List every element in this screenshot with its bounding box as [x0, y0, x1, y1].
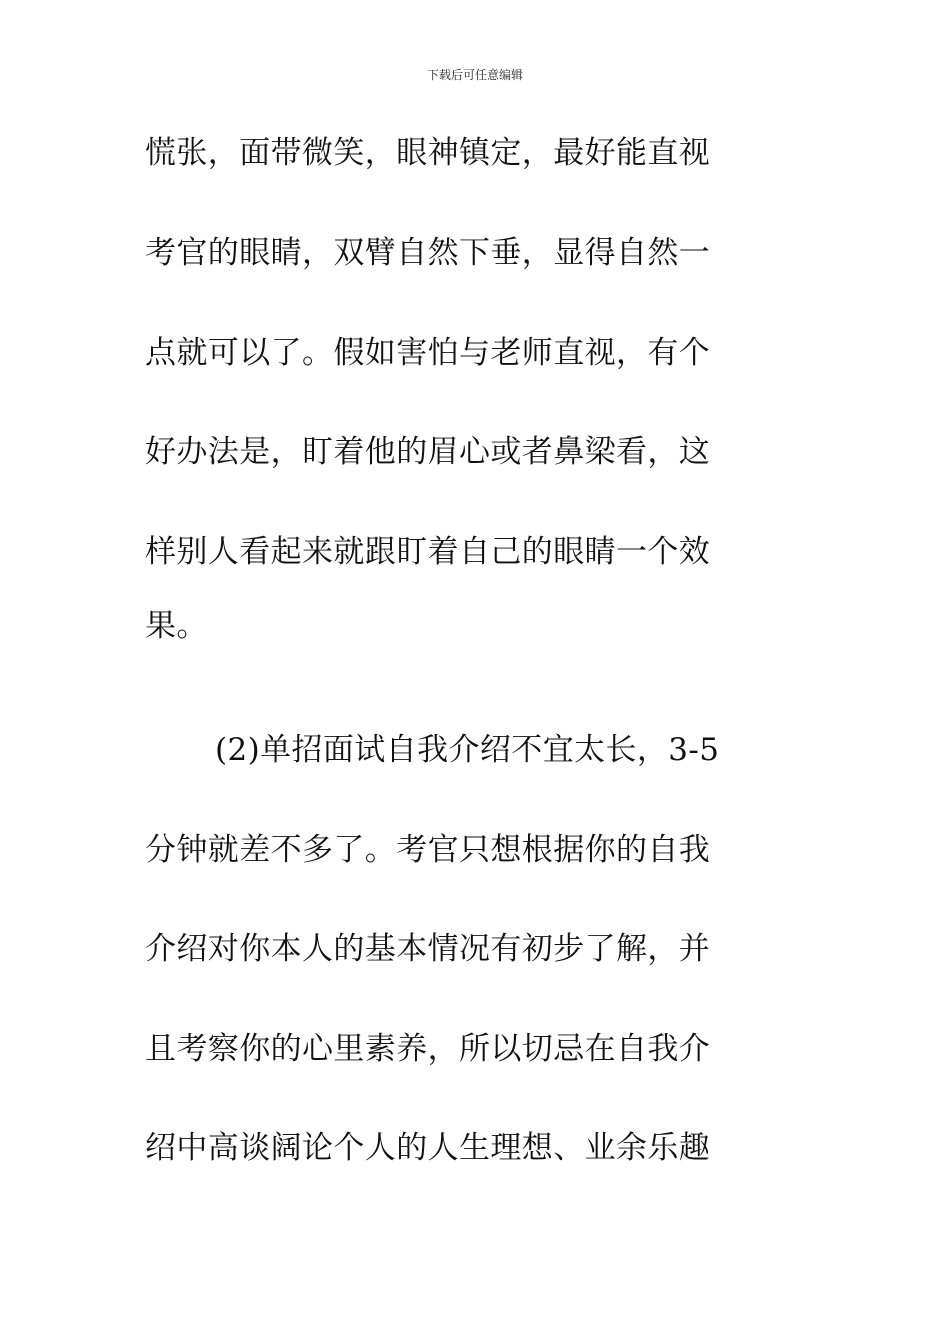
paragraph-line: 好办法是，盯着他的眉心或者鼻梁看，这 [145, 434, 711, 470]
paragraph-line: 样别人看起来就跟盯着自己的眼睛一个效 [145, 534, 711, 570]
paragraph-line: 点就可以了。假如害怕与老师直视，有个 [145, 335, 711, 371]
paragraph-line: 介绍对你本人的基本情况有初步了解，并 [145, 931, 711, 967]
paragraph-line: 且考察你的心里素养，所以切忌在自我介 [145, 1031, 711, 1067]
page-header: 下载后可任意编辑 [426, 68, 523, 82]
paragraph-line: 果。 [145, 608, 208, 644]
paragraph-line: 分钟就差不多了。考官只想根据你的自我 [145, 832, 711, 868]
paragraph-line: 慌张，面带微笑，眼神镇定，最好能直视 [145, 135, 711, 171]
paragraph-line: 考官的眼睛，双臂自然下垂，显得自然一 [145, 235, 711, 271]
paragraph-line: 绍中高谈阔论个人的人生理想、业余乐趣 [145, 1130, 711, 1166]
paragraph-line: (2)单招面试自我介绍不宜太长，3-5 [215, 732, 720, 768]
